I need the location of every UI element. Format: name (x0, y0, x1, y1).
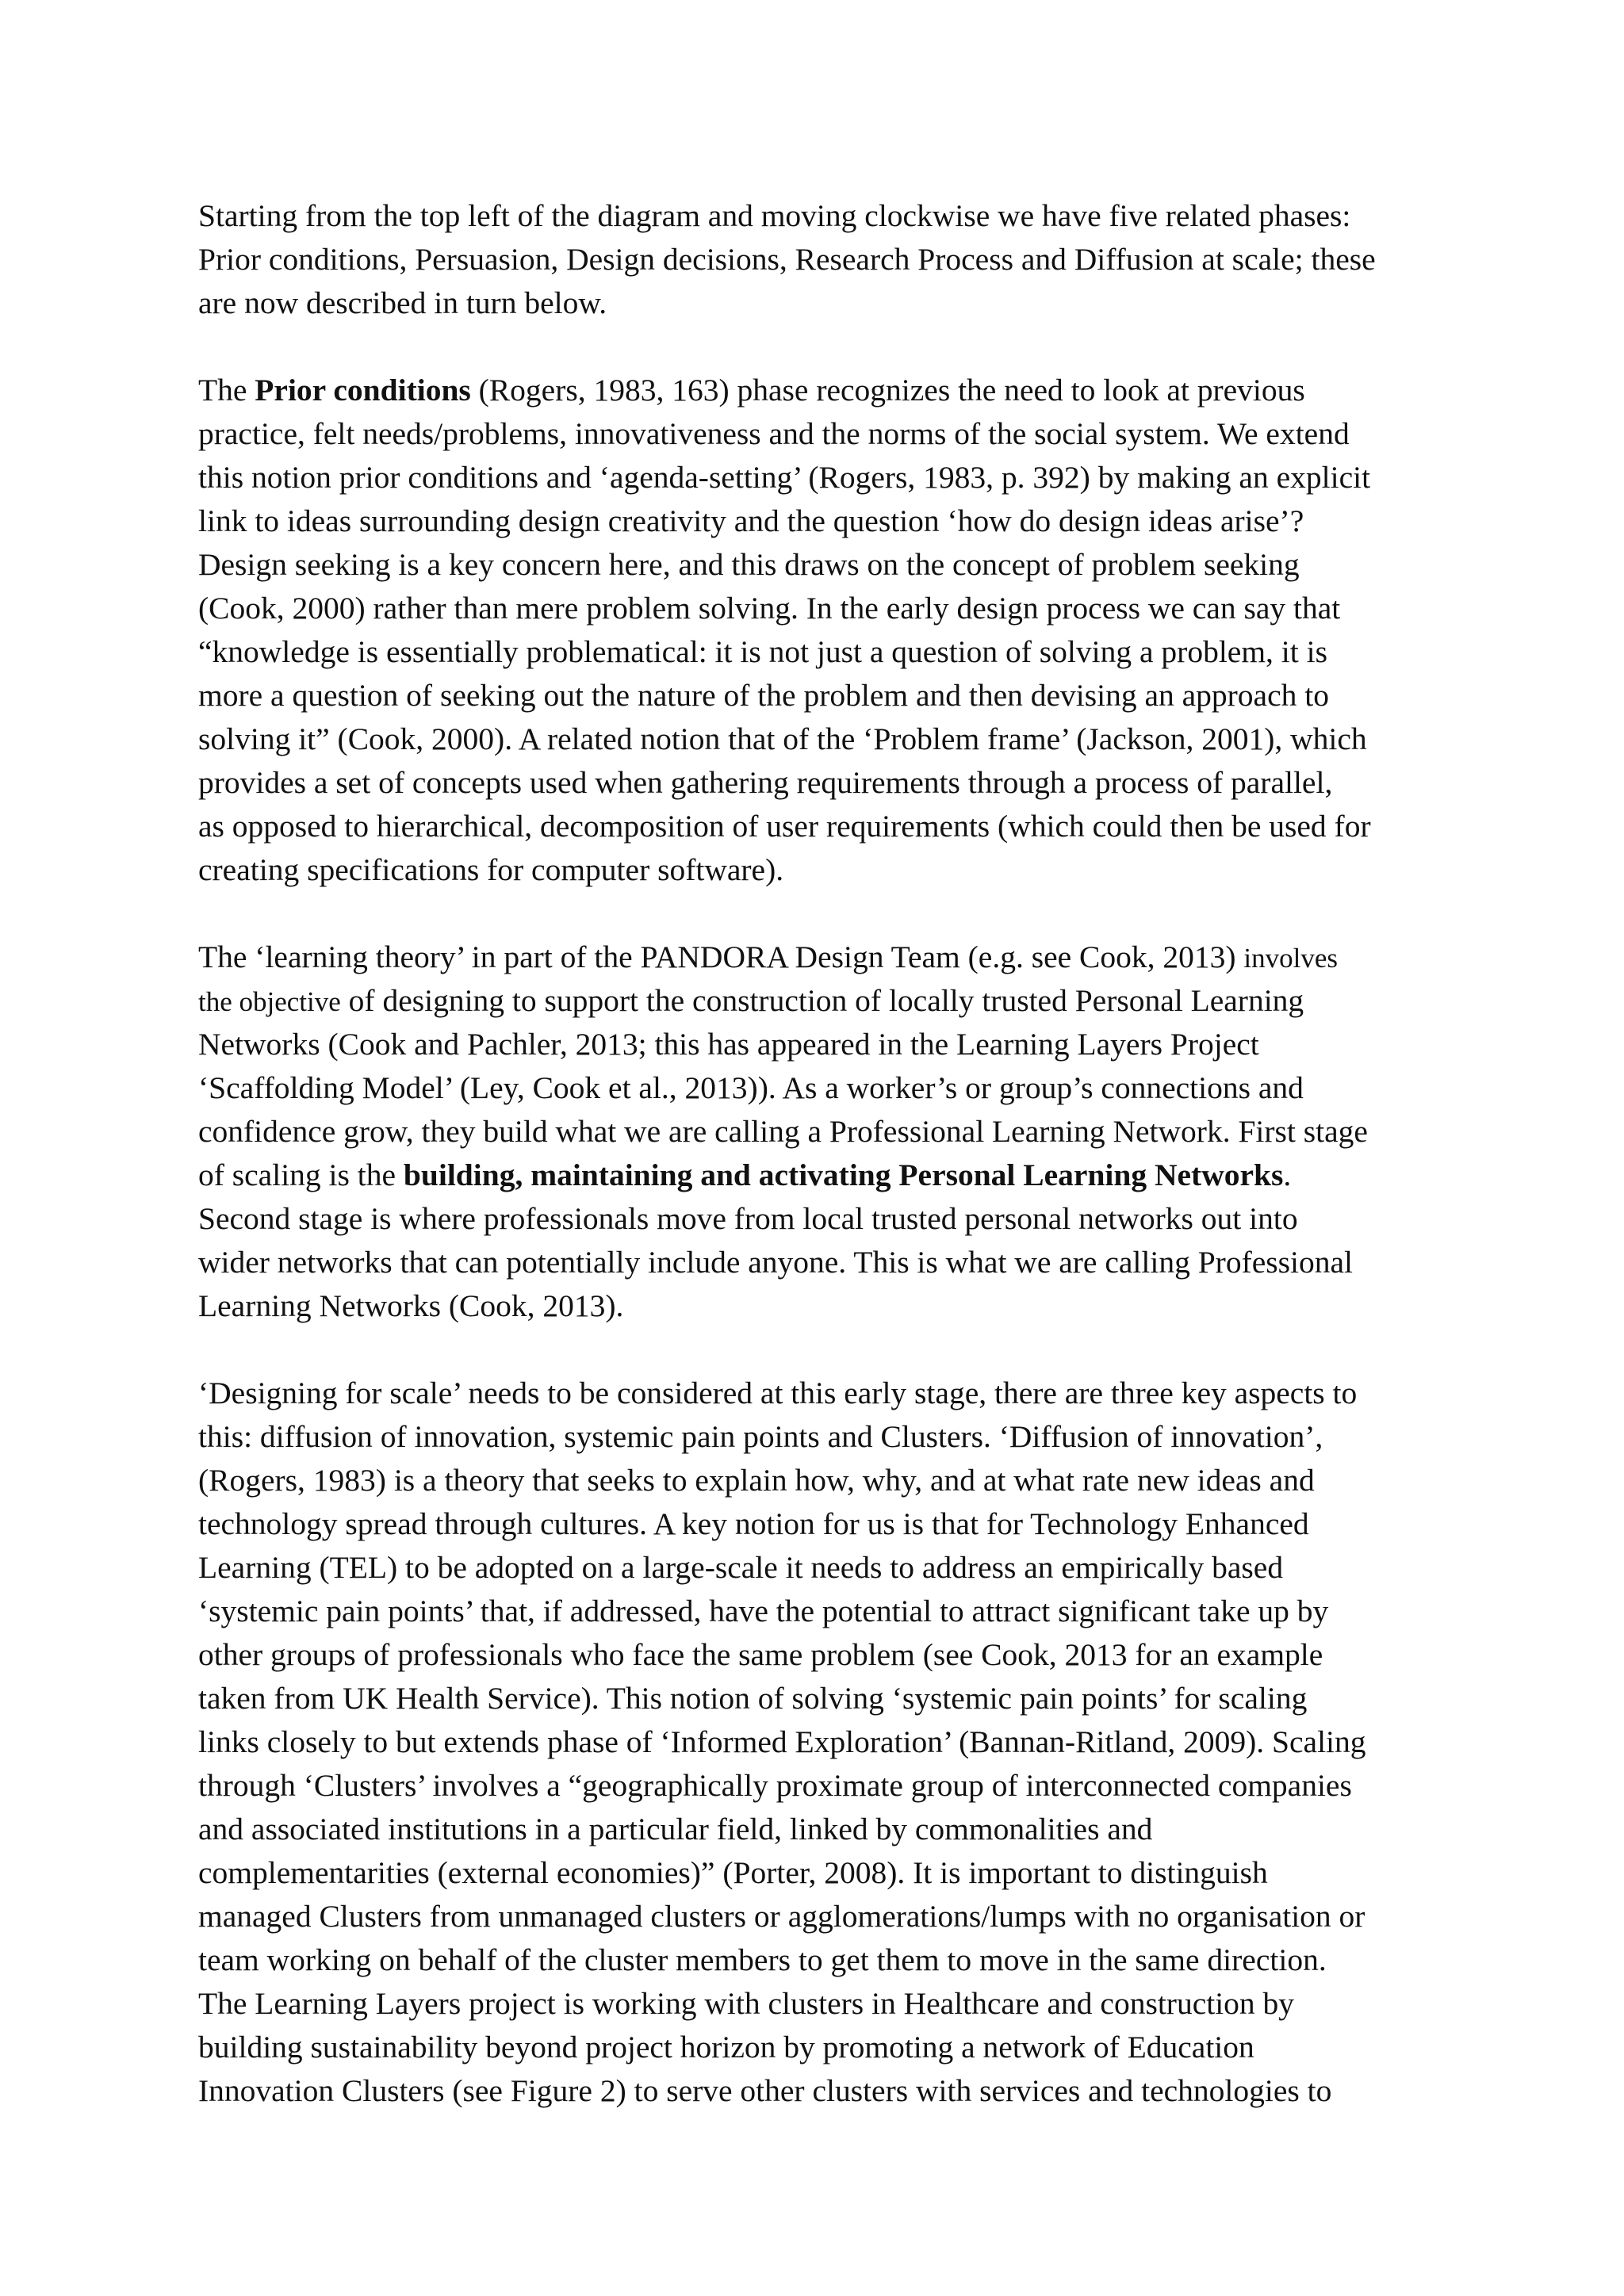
text-line (198, 1808, 1467, 1851)
text-run: building sustainability beyond project horizon by promoting a network of Education (198, 2030, 1254, 2064)
text-run: through ‘Clusters’ involves a “geographically proximate group of interconnected companies (198, 1768, 1352, 1803)
text-run: ‘systemic pain points’ that, if addressed, have the potential to attract significant take up by (198, 1594, 1329, 1628)
text-run: involves (1243, 943, 1338, 974)
text-run: Starting from the top left of the diagram and moving clockwise we have five related phases: (198, 198, 1351, 233)
text-run: provides a set of concepts used when gathering requirements through a process of parallel, (198, 765, 1333, 800)
text-run: The Learning Layers project is working with clusters in Healthcare and construction by (198, 1986, 1295, 2021)
text-run: (Rogers, 1983) is a theory that seeks to explain how, why, and at what rate new ideas and (198, 1463, 1315, 1498)
text-line (198, 1633, 1467, 1677)
text-run: links closely to but extends phase of ‘Informed Exploration’ (Bannan-Ritland, 2009). Scaling (198, 1724, 1366, 1759)
text-line (198, 1066, 1467, 1110)
text-line (198, 281, 1467, 325)
text-line (198, 1590, 1467, 1633)
text-line (198, 1720, 1467, 1764)
text-line (198, 1197, 1467, 1241)
text-line (198, 369, 1467, 412)
paragraph (198, 194, 1467, 325)
text-line (198, 238, 1467, 281)
paragraph (198, 1372, 1467, 2113)
text-run: wider networks that can potentially include anyone. This is what we are calling Professional (198, 1245, 1353, 1280)
text-line (198, 718, 1467, 761)
text-run: managed Clusters from unmanaged clusters or agglomerations/lumps with no organisation or (198, 1899, 1365, 1934)
text-line (198, 761, 1467, 805)
text-line (198, 499, 1467, 543)
text-run: technology spread through cultures. A key notion for us is that for Technology Enhanced (198, 1506, 1309, 1541)
text-line (198, 1023, 1467, 1066)
paragraph (198, 369, 1467, 892)
text-line (198, 1415, 1467, 1459)
text-run: Learning Networks (Cook, 2013). (198, 1288, 624, 1323)
text-run: Learning (TEL) to be adopted on a large-scale it needs to address an empirically based (198, 1550, 1284, 1585)
text-line (198, 2026, 1467, 2069)
text-run: ‘Designing for scale’ needs to be considered at this early stage, there are three key aspects to (198, 1376, 1358, 1410)
text-line (198, 456, 1467, 499)
text-line (198, 1372, 1467, 1415)
text-run: ‘Scaffolding Model’ (Ley, Cook et al., 2013)). As a worker’s or group’s connections and (198, 1070, 1304, 1105)
text-line (198, 1110, 1467, 1154)
text-line (198, 412, 1467, 456)
text-line (198, 848, 1467, 892)
text-line (198, 543, 1467, 587)
text-line (198, 1938, 1467, 1982)
text-line (198, 1677, 1467, 1720)
text-run: confidence grow, they build what we are calling a Professional Learning Network. First stage (198, 1114, 1368, 1149)
text-run: this: diffusion of innovation, systemic pain points and Clusters. ‘Diffusion of innovation’, (198, 1419, 1323, 1454)
text-run: as opposed to hierarchical, decomposition of user requirements (which could then be used for (198, 809, 1371, 844)
bold-term: Prior conditions (255, 373, 471, 408)
text-line (198, 1502, 1467, 1546)
text-run: (Cook, 2000) rather than mere problem solving. In the early design process we can say that (198, 591, 1341, 626)
text-line (198, 2069, 1467, 2113)
text-run: more a question of seeking out the nature of the problem and then devising an approach to (198, 678, 1329, 713)
text-run: “knowledge is essentially problematical: it is not just a question of solving a problem, it is (198, 634, 1327, 669)
text-run: (Rogers, 1983, 163) phase recognizes the need to look at previous (470, 373, 1305, 408)
text-line (198, 1546, 1467, 1590)
text-run: . (1283, 1158, 1292, 1192)
text-run: Design seeking is a key concern here, and this draws on the concept of problem seeking (198, 547, 1300, 582)
text-run: Innovation Clusters (see Figure 2) to serve other clusters with services and technologies to (198, 2073, 1332, 2108)
text-line (198, 1284, 1467, 1328)
text-run: are now described in turn below. (198, 285, 607, 320)
text-run: practice, felt needs/problems, innovativeness and the norms of the social system. We extend (198, 416, 1350, 451)
text-line (198, 630, 1467, 674)
text-line (198, 1982, 1467, 2026)
text-run: of designing to support the construction of locally trusted Personal Learning (340, 983, 1304, 1018)
text-run: this notion prior conditions and ‘agenda-setting’ (Rogers, 1983, p. 392) by making an explicit (198, 460, 1371, 495)
text-run: The (198, 373, 255, 408)
text-line (198, 805, 1467, 848)
text-line (198, 587, 1467, 630)
text-line (198, 1154, 1467, 1197)
text-run: other groups of professionals who face the same problem (see Cook, 2013 for an example (198, 1637, 1323, 1672)
text-line (198, 1241, 1467, 1284)
text-line (198, 1895, 1467, 1938)
text-run: solving it” (Cook, 2000). A related notion that of the ‘Problem frame’ (Jackson, 2001), which (198, 721, 1367, 756)
text-line (198, 1459, 1467, 1502)
text-run: complementarities (external economies)” (Porter, 2008). It is important to distinguish (198, 1855, 1268, 1890)
text-run: link to ideas surrounding design creativity and the question ‘how do design ideas arise’? (198, 503, 1304, 538)
text-line (198, 194, 1467, 238)
text-line (198, 936, 1467, 979)
text-run: the objective (198, 986, 341, 1017)
text-run: Networks (Cook and Pachler, 2013; this has appeared in the Learning Layers Project (198, 1027, 1259, 1062)
text-run: Prior conditions, Persuasion, Design decisions, Research Process and Diffusion at scale; these (198, 242, 1376, 277)
paragraph (198, 936, 1467, 1328)
text-run: taken from UK Health Service). This notion of solving ‘systemic pain points’ for scaling (198, 1681, 1308, 1716)
text-run: creating specifications for computer software). (198, 852, 784, 887)
bold-term: building, maintaining and activating Personal Learning Networks (403, 1158, 1284, 1192)
body-text (198, 194, 1467, 2113)
text-line (198, 1764, 1467, 1808)
text-run: and associated institutions in a particular field, linked by commonalities and (198, 1812, 1153, 1846)
text-line (198, 979, 1467, 1023)
text-run: of scaling is the (198, 1158, 404, 1192)
text-line (198, 674, 1467, 718)
text-run: The ‘learning theory’ in part of the PANDORA Design Team (e.g. see Cook, 2013) (198, 939, 1244, 974)
text-line (198, 1851, 1467, 1895)
text-run: team working on behalf of the cluster members to get them to move in the same direction. (198, 1942, 1327, 1977)
document-page (198, 194, 1467, 2113)
text-run: Second stage is where professionals move from local trusted personal networks out into (198, 1201, 1298, 1236)
